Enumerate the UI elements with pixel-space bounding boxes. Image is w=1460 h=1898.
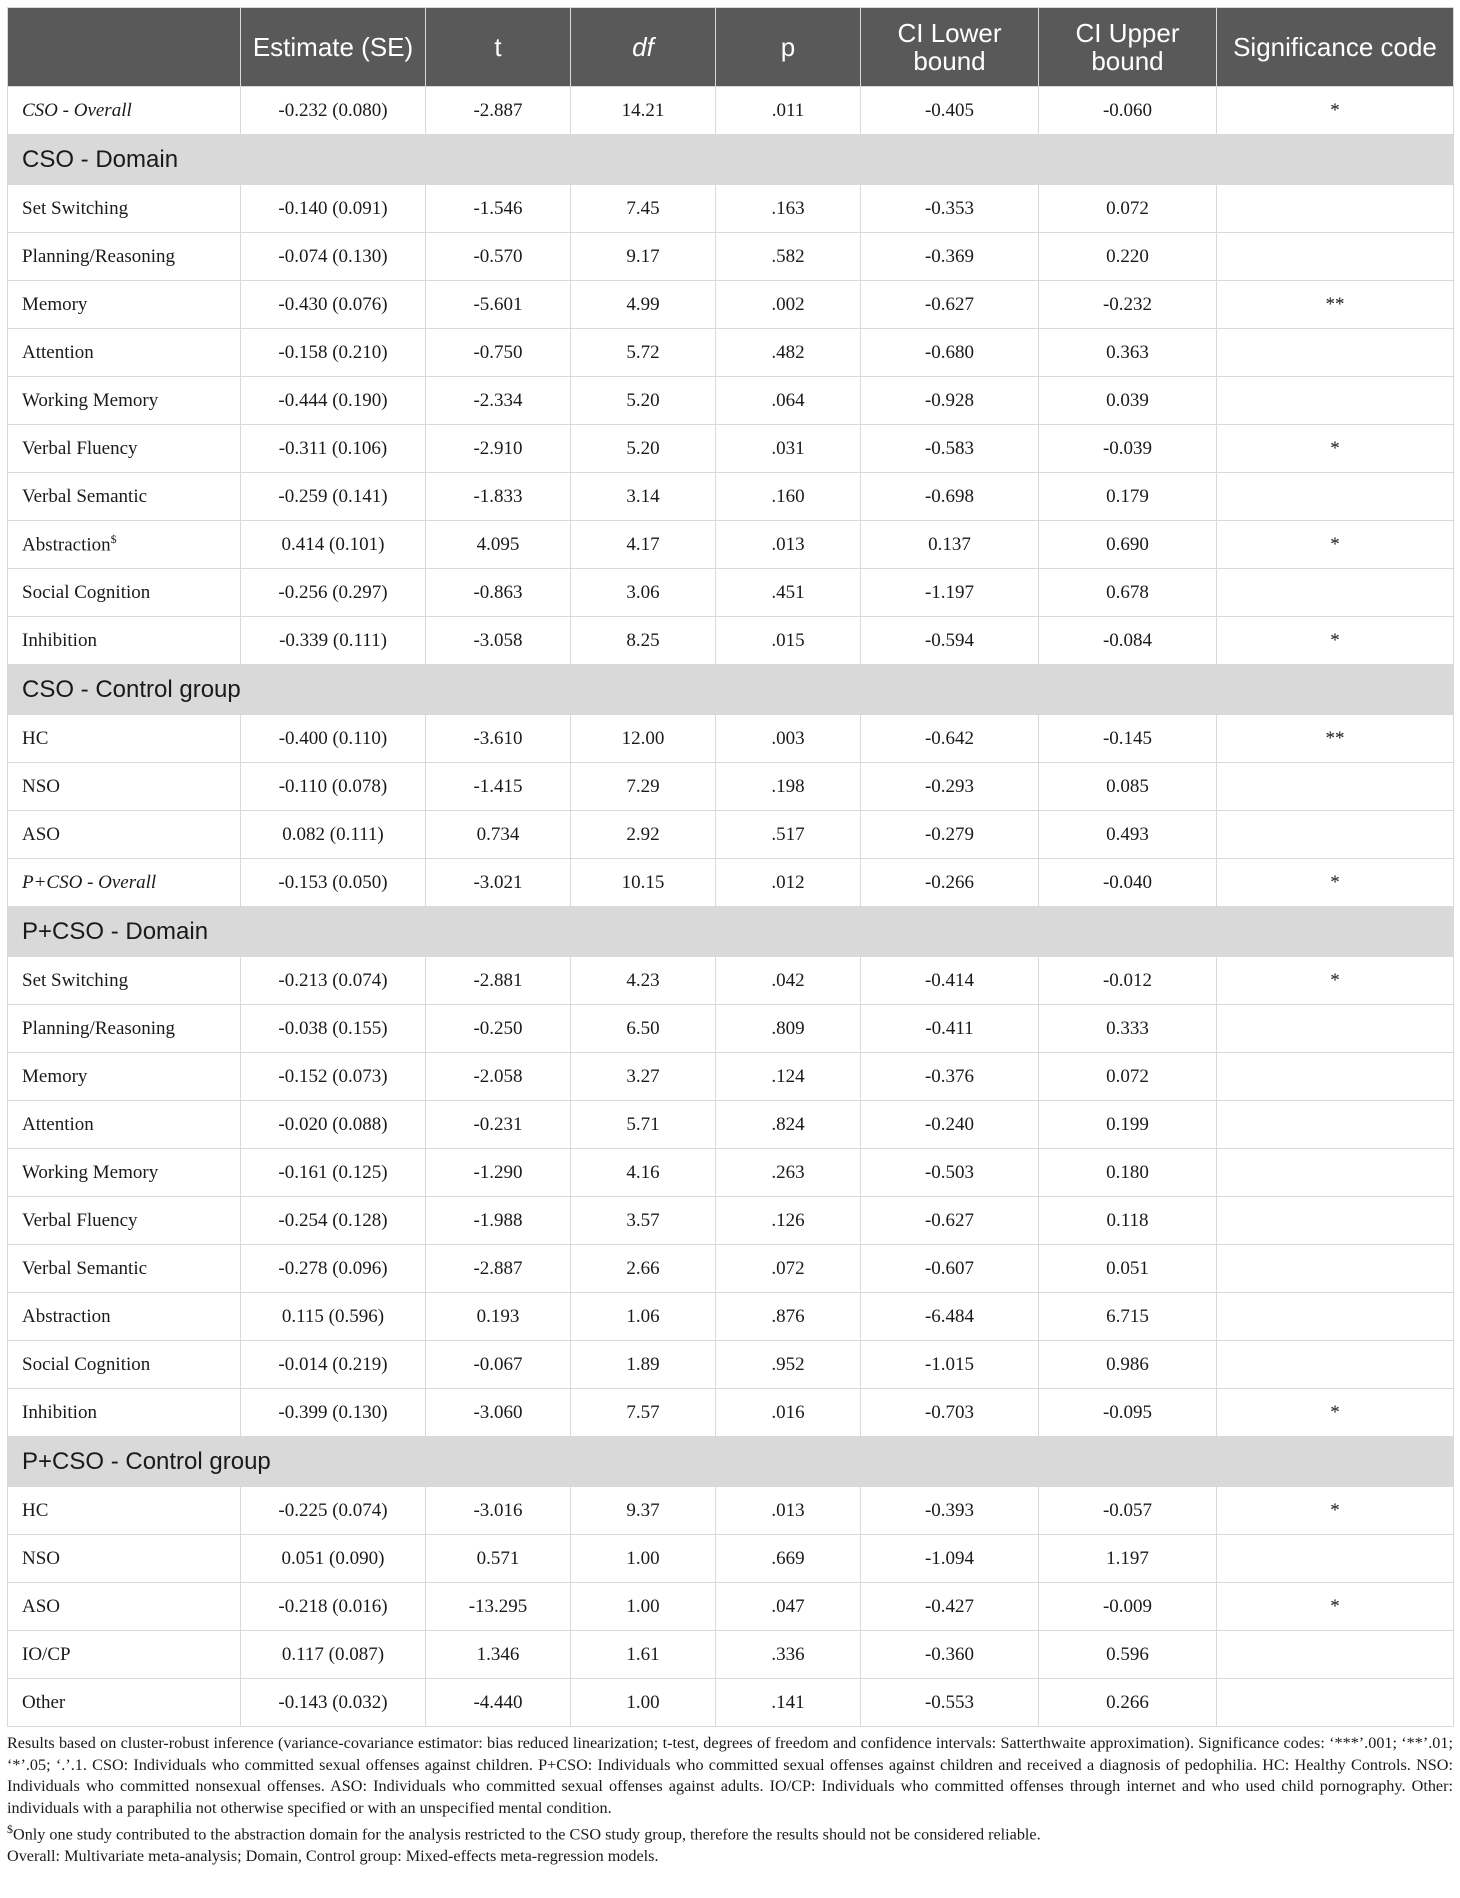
- t-cell: -3.016: [426, 1487, 571, 1535]
- estimate-cell: -0.225 (0.074): [241, 1487, 426, 1535]
- ci-lower-cell: -0.680: [861, 329, 1039, 377]
- t-cell: -1.988: [426, 1197, 571, 1245]
- df-cell: 9.17: [571, 233, 716, 281]
- df-cell: 7.29: [571, 763, 716, 811]
- table-row: [8, 1101, 1454, 1149]
- significance-cell: *: [1217, 425, 1454, 473]
- df-cell: 2.92: [571, 811, 716, 859]
- t-cell: -0.250: [426, 1005, 571, 1053]
- t-cell: -1.415: [426, 763, 571, 811]
- ci-upper-cell: -0.060: [1039, 87, 1217, 135]
- t-cell: -2.334: [426, 377, 571, 425]
- table-row: [8, 1583, 1454, 1631]
- significance-cell: [1217, 1631, 1454, 1679]
- table-row: [8, 377, 1454, 425]
- estimate-cell: -0.444 (0.190): [241, 377, 426, 425]
- overall-row: [8, 859, 1454, 907]
- row-label: Verbal Semantic: [8, 473, 241, 521]
- t-cell: -0.863: [426, 569, 571, 617]
- significance-cell: [1217, 763, 1454, 811]
- estimate-cell: -0.074 (0.130): [241, 233, 426, 281]
- estimate-cell: -0.399 (0.130): [241, 1389, 426, 1437]
- df-cell: 7.45: [571, 185, 716, 233]
- significance-cell: [1217, 1149, 1454, 1197]
- df-cell: 7.57: [571, 1389, 716, 1437]
- t-cell: -3.610: [426, 715, 571, 763]
- ci-lower-cell: -0.642: [861, 715, 1039, 763]
- significance-cell: [1217, 185, 1454, 233]
- estimate-cell: -0.020 (0.088): [241, 1101, 426, 1149]
- significance-cell: *: [1217, 521, 1454, 569]
- ci-upper-cell: -0.039: [1039, 425, 1217, 473]
- row-label: Memory: [8, 1053, 241, 1101]
- ci-upper-cell: -0.145: [1039, 715, 1217, 763]
- table-footnotes: [7, 1733, 1453, 1867]
- df-cell: 14.21: [571, 87, 716, 135]
- table-row: [8, 1389, 1454, 1437]
- p-cell: .126: [716, 1197, 861, 1245]
- row-label: IO/CP: [8, 1631, 241, 1679]
- results-table: [7, 7, 1454, 1727]
- row-label: Abstraction: [8, 1293, 241, 1341]
- p-cell: .824: [716, 1101, 861, 1149]
- ci-upper-cell: -0.009: [1039, 1583, 1217, 1631]
- row-label: ASO: [8, 811, 241, 859]
- ci-upper-cell: -0.040: [1039, 859, 1217, 907]
- df-cell: 12.00: [571, 715, 716, 763]
- significance-cell: *: [1217, 1389, 1454, 1437]
- ci-upper-cell: 0.690: [1039, 521, 1217, 569]
- ci-upper-cell: 1.197: [1039, 1535, 1217, 1583]
- table-row: [8, 1053, 1454, 1101]
- df-cell: 5.71: [571, 1101, 716, 1149]
- df-cell: 4.23: [571, 957, 716, 1005]
- df-cell: 5.20: [571, 377, 716, 425]
- p-cell: .482: [716, 329, 861, 377]
- row-label: P+CSO - Overall: [8, 859, 241, 907]
- table-row: [8, 1197, 1454, 1245]
- ci-upper-cell: 0.596: [1039, 1631, 1217, 1679]
- estimate-cell: -0.218 (0.016): [241, 1583, 426, 1631]
- section-header: P+CSO - Control group: [8, 1437, 1454, 1487]
- significance-cell: *: [1217, 1583, 1454, 1631]
- p-cell: .016: [716, 1389, 861, 1437]
- t-cell: -0.231: [426, 1101, 571, 1149]
- significance-cell: [1217, 1005, 1454, 1053]
- row-label: Other: [8, 1679, 241, 1727]
- ci-upper-cell: 0.986: [1039, 1341, 1217, 1389]
- p-cell: .582: [716, 233, 861, 281]
- ci-lower-cell: -0.928: [861, 377, 1039, 425]
- row-label: CSO - Overall: [8, 87, 241, 135]
- header-row: [8, 8, 1454, 87]
- table-row: [8, 569, 1454, 617]
- ci-lower-cell: -1.197: [861, 569, 1039, 617]
- df-cell: 6.50: [571, 1005, 716, 1053]
- ci-upper-cell: 0.085: [1039, 763, 1217, 811]
- df-cell: 1.00: [571, 1535, 716, 1583]
- estimate-cell: -0.158 (0.210): [241, 329, 426, 377]
- significance-cell: *: [1217, 1487, 1454, 1535]
- p-cell: .064: [716, 377, 861, 425]
- ci-lower-cell: -0.703: [861, 1389, 1039, 1437]
- significance-cell: [1217, 1679, 1454, 1727]
- ci-lower-cell: -0.279: [861, 811, 1039, 859]
- row-label: Abstraction$: [8, 521, 241, 569]
- row-label: Working Memory: [8, 1149, 241, 1197]
- significance-cell: [1217, 1101, 1454, 1149]
- section-header-row: [8, 907, 1454, 957]
- t-cell: -13.295: [426, 1583, 571, 1631]
- df-cell: 1.89: [571, 1341, 716, 1389]
- ci-upper-cell: 0.266: [1039, 1679, 1217, 1727]
- ci-lower-cell: -1.015: [861, 1341, 1039, 1389]
- section-header-row: [8, 1437, 1454, 1487]
- section-header: P+CSO - Domain: [8, 907, 1454, 957]
- t-cell: 0.734: [426, 811, 571, 859]
- estimate-cell: 0.414 (0.101): [241, 521, 426, 569]
- t-cell: -2.887: [426, 1245, 571, 1293]
- table-row: [8, 521, 1454, 569]
- p-cell: .952: [716, 1341, 861, 1389]
- row-label: Working Memory: [8, 377, 241, 425]
- row-label: NSO: [8, 1535, 241, 1583]
- row-label: Inhibition: [8, 617, 241, 665]
- estimate-cell: -0.259 (0.141): [241, 473, 426, 521]
- estimate-cell: -0.153 (0.050): [241, 859, 426, 907]
- ci-lower-cell: -0.293: [861, 763, 1039, 811]
- ci-upper-cell: 0.333: [1039, 1005, 1217, 1053]
- p-cell: .669: [716, 1535, 861, 1583]
- significance-cell: *: [1217, 859, 1454, 907]
- ci-lower-cell: -0.411: [861, 1005, 1039, 1053]
- p-cell: .042: [716, 957, 861, 1005]
- significance-cell: *: [1217, 617, 1454, 665]
- ci-lower-cell: -1.094: [861, 1535, 1039, 1583]
- header-cell-ci-lower: CI Lower bound: [861, 8, 1039, 87]
- ci-upper-cell: 6.715: [1039, 1293, 1217, 1341]
- ci-upper-cell: 0.072: [1039, 1053, 1217, 1101]
- ci-upper-cell: 0.493: [1039, 811, 1217, 859]
- df-cell: 1.00: [571, 1679, 716, 1727]
- ci-upper-cell: 0.039: [1039, 377, 1217, 425]
- df-cell: 8.25: [571, 617, 716, 665]
- t-cell: -0.570: [426, 233, 571, 281]
- t-cell: 0.193: [426, 1293, 571, 1341]
- table-row: [8, 715, 1454, 763]
- estimate-cell: -0.311 (0.106): [241, 425, 426, 473]
- row-label: HC: [8, 1487, 241, 1535]
- estimate-cell: -0.278 (0.096): [241, 1245, 426, 1293]
- significance-cell: [1217, 1245, 1454, 1293]
- significance-cell: **: [1217, 281, 1454, 329]
- ci-lower-cell: -0.369: [861, 233, 1039, 281]
- header-cell-df: df: [571, 8, 716, 87]
- p-cell: .072: [716, 1245, 861, 1293]
- ci-lower-cell: -0.627: [861, 281, 1039, 329]
- df-cell: 5.20: [571, 425, 716, 473]
- footnote-models: Overall: Multivariate meta-analysis; Domain, Control group: Mixed-effects meta-regression models.: [7, 1846, 659, 1865]
- row-label: Planning/Reasoning: [8, 1005, 241, 1053]
- ci-lower-cell: -0.405: [861, 87, 1039, 135]
- significance-cell: [1217, 1341, 1454, 1389]
- table-row: [8, 1245, 1454, 1293]
- p-cell: .336: [716, 1631, 861, 1679]
- ci-upper-cell: -0.057: [1039, 1487, 1217, 1535]
- df-cell: 9.37: [571, 1487, 716, 1535]
- ci-lower-cell: -0.393: [861, 1487, 1039, 1535]
- overall-row: [8, 87, 1454, 135]
- p-cell: .163: [716, 185, 861, 233]
- row-label: Verbal Fluency: [8, 425, 241, 473]
- row-label: Verbal Fluency: [8, 1197, 241, 1245]
- df-cell: 1.61: [571, 1631, 716, 1679]
- row-label: Verbal Semantic: [8, 1245, 241, 1293]
- ci-upper-cell: 0.180: [1039, 1149, 1217, 1197]
- t-cell: 0.571: [426, 1535, 571, 1583]
- ci-upper-cell: -0.012: [1039, 957, 1217, 1005]
- p-cell: .013: [716, 1487, 861, 1535]
- estimate-cell: 0.082 (0.111): [241, 811, 426, 859]
- row-label: Inhibition: [8, 1389, 241, 1437]
- t-cell: -2.910: [426, 425, 571, 473]
- footnote-symbol: $: [7, 1822, 13, 1836]
- ci-lower-cell: 0.137: [861, 521, 1039, 569]
- t-cell: -0.750: [426, 329, 571, 377]
- p-cell: .198: [716, 763, 861, 811]
- estimate-cell: -0.339 (0.111): [241, 617, 426, 665]
- row-label: Set Switching: [8, 957, 241, 1005]
- header-cell-significance: Significance code: [1217, 8, 1454, 87]
- ci-upper-cell: 0.179: [1039, 473, 1217, 521]
- section-header-row: [8, 135, 1454, 185]
- ci-lower-cell: -0.503: [861, 1149, 1039, 1197]
- df-cell: 4.17: [571, 521, 716, 569]
- ci-lower-cell: -6.484: [861, 1293, 1039, 1341]
- section-header: CSO - Control group: [8, 665, 1454, 715]
- row-label: Attention: [8, 329, 241, 377]
- ci-lower-cell: -0.376: [861, 1053, 1039, 1101]
- table-row: [8, 1293, 1454, 1341]
- significance-cell: [1217, 1053, 1454, 1101]
- ci-upper-cell: 0.363: [1039, 329, 1217, 377]
- table-row: [8, 281, 1454, 329]
- significance-cell: [1217, 811, 1454, 859]
- p-cell: .124: [716, 1053, 861, 1101]
- table-row: [8, 1535, 1454, 1583]
- estimate-cell: -0.430 (0.076): [241, 281, 426, 329]
- table-row: [8, 617, 1454, 665]
- p-cell: .517: [716, 811, 861, 859]
- row-label: HC: [8, 715, 241, 763]
- t-cell: -1.290: [426, 1149, 571, 1197]
- ci-lower-cell: -0.607: [861, 1245, 1039, 1293]
- ci-lower-cell: -0.240: [861, 1101, 1039, 1149]
- footnote-marker: $: [110, 532, 117, 547]
- significance-cell: **: [1217, 715, 1454, 763]
- header-cell-t: t: [426, 8, 571, 87]
- t-cell: -1.546: [426, 185, 571, 233]
- ci-lower-cell: -0.360: [861, 1631, 1039, 1679]
- t-cell: -2.887: [426, 87, 571, 135]
- significance-cell: [1217, 377, 1454, 425]
- t-cell: -1.833: [426, 473, 571, 521]
- p-cell: .160: [716, 473, 861, 521]
- ci-upper-cell: 0.199: [1039, 1101, 1217, 1149]
- estimate-cell: -0.232 (0.080): [241, 87, 426, 135]
- results-table-container: [7, 7, 1453, 1867]
- header-cell-p: p: [716, 8, 861, 87]
- table-row: [8, 1487, 1454, 1535]
- estimate-cell: -0.143 (0.032): [241, 1679, 426, 1727]
- estimate-cell: -0.161 (0.125): [241, 1149, 426, 1197]
- table-body: [8, 87, 1454, 1727]
- table-row: [8, 329, 1454, 377]
- footnote-abstraction: $Only one study contributed to the abstraction domain for the analysis restricted to the CSO study group, therefore the results should not be considered reliable.: [7, 1822, 1041, 1844]
- table-row: [8, 1341, 1454, 1389]
- p-cell: .451: [716, 569, 861, 617]
- significance-cell: [1217, 233, 1454, 281]
- t-cell: 1.346: [426, 1631, 571, 1679]
- t-cell: 4.095: [426, 521, 571, 569]
- estimate-cell: -0.254 (0.128): [241, 1197, 426, 1245]
- ci-lower-cell: -0.627: [861, 1197, 1039, 1245]
- t-cell: -3.058: [426, 617, 571, 665]
- df-cell: 1.00: [571, 1583, 716, 1631]
- df-cell: 3.57: [571, 1197, 716, 1245]
- ci-upper-cell: 0.051: [1039, 1245, 1217, 1293]
- p-cell: .013: [716, 521, 861, 569]
- p-cell: .011: [716, 87, 861, 135]
- df-cell: 3.14: [571, 473, 716, 521]
- row-label: Planning/Reasoning: [8, 233, 241, 281]
- ci-lower-cell: -0.266: [861, 859, 1039, 907]
- ci-lower-cell: -0.553: [861, 1679, 1039, 1727]
- estimate-cell: -0.140 (0.091): [241, 185, 426, 233]
- estimate-cell: 0.051 (0.090): [241, 1535, 426, 1583]
- estimate-cell: -0.152 (0.073): [241, 1053, 426, 1101]
- estimate-cell: -0.256 (0.297): [241, 569, 426, 617]
- table-row: [8, 1005, 1454, 1053]
- table-row: [8, 1149, 1454, 1197]
- row-label: Memory: [8, 281, 241, 329]
- significance-cell: [1217, 569, 1454, 617]
- significance-cell: *: [1217, 87, 1454, 135]
- p-cell: .141: [716, 1679, 861, 1727]
- p-cell: .003: [716, 715, 861, 763]
- ci-upper-cell: -0.095: [1039, 1389, 1217, 1437]
- table-row: [8, 1631, 1454, 1679]
- table-row: [8, 957, 1454, 1005]
- t-cell: -4.440: [426, 1679, 571, 1727]
- t-cell: -2.058: [426, 1053, 571, 1101]
- ci-lower-cell: -0.414: [861, 957, 1039, 1005]
- estimate-cell: -0.014 (0.219): [241, 1341, 426, 1389]
- p-cell: .809: [716, 1005, 861, 1053]
- df-cell: 2.66: [571, 1245, 716, 1293]
- row-label: ASO: [8, 1583, 241, 1631]
- estimate-cell: -0.110 (0.078): [241, 763, 426, 811]
- p-cell: .263: [716, 1149, 861, 1197]
- df-cell: 4.99: [571, 281, 716, 329]
- footnote-general: Results based on cluster-robust inference (variance-covariance estimator: bias reduced linearization; t-test, degrees of freedom and confidence intervals: Satterthwaite approximation). Significance codes: ‘***’.001; ‘**’.01; ‘*’.05; ‘.’.1. CSO: Individuals who committed sexual offenses against children. P+CSO: Individuals who committed sexual offenses against children and received a diagnosis of pedophilia. HC: Healthy Controls. NSO: Individuals who committed nonsexual offenses. ASO: Individuals who committed sexual offenses against adults. IO/CP: Individuals who committed offenses through internet and who used child pornography. Other: individuals with a paraphilia not otherwise specified or with an unspecified mental condition.: [7, 1734, 1453, 1817]
- ci-upper-cell: 0.072: [1039, 185, 1217, 233]
- t-cell: -3.021: [426, 859, 571, 907]
- header-cell-ci-upper: CI Upper bound: [1039, 8, 1217, 87]
- t-cell: -0.067: [426, 1341, 571, 1389]
- table-row: [8, 185, 1454, 233]
- ci-lower-cell: -0.583: [861, 425, 1039, 473]
- significance-cell: *: [1217, 957, 1454, 1005]
- table-row: [8, 763, 1454, 811]
- df-cell: 3.06: [571, 569, 716, 617]
- t-cell: -5.601: [426, 281, 571, 329]
- estimate-cell: -0.038 (0.155): [241, 1005, 426, 1053]
- estimate-cell: 0.117 (0.087): [241, 1631, 426, 1679]
- df-cell: 4.16: [571, 1149, 716, 1197]
- table-row: [8, 1679, 1454, 1727]
- df-cell: 10.15: [571, 859, 716, 907]
- header-cell-estimate: Estimate (SE): [241, 8, 426, 87]
- ci-upper-cell: 0.118: [1039, 1197, 1217, 1245]
- significance-cell: [1217, 1197, 1454, 1245]
- t-cell: -2.881: [426, 957, 571, 1005]
- ci-lower-cell: -0.698: [861, 473, 1039, 521]
- t-cell: -3.060: [426, 1389, 571, 1437]
- significance-cell: [1217, 473, 1454, 521]
- p-cell: .047: [716, 1583, 861, 1631]
- table-row: [8, 233, 1454, 281]
- p-cell: .031: [716, 425, 861, 473]
- row-label: Social Cognition: [8, 569, 241, 617]
- estimate-cell: 0.115 (0.596): [241, 1293, 426, 1341]
- p-cell: .002: [716, 281, 861, 329]
- section-header-row: [8, 665, 1454, 715]
- row-label: NSO: [8, 763, 241, 811]
- p-cell: .876: [716, 1293, 861, 1341]
- ci-lower-cell: -0.353: [861, 185, 1039, 233]
- estimate-cell: -0.213 (0.074): [241, 957, 426, 1005]
- ci-upper-cell: 0.220: [1039, 233, 1217, 281]
- row-label: Social Cognition: [8, 1341, 241, 1389]
- df-cell: 1.06: [571, 1293, 716, 1341]
- significance-cell: [1217, 1293, 1454, 1341]
- ci-lower-cell: -0.427: [861, 1583, 1039, 1631]
- table-row: [8, 811, 1454, 859]
- table-row: [8, 425, 1454, 473]
- p-cell: .012: [716, 859, 861, 907]
- ci-upper-cell: -0.084: [1039, 617, 1217, 665]
- section-header: CSO - Domain: [8, 135, 1454, 185]
- significance-cell: [1217, 329, 1454, 377]
- significance-cell: [1217, 1535, 1454, 1583]
- row-label: Set Switching: [8, 185, 241, 233]
- p-cell: .015: [716, 617, 861, 665]
- df-cell: 3.27: [571, 1053, 716, 1101]
- ci-upper-cell: 0.678: [1039, 569, 1217, 617]
- df-cell: 5.72: [571, 329, 716, 377]
- estimate-cell: -0.400 (0.110): [241, 715, 426, 763]
- ci-lower-cell: -0.594: [861, 617, 1039, 665]
- table-row: [8, 473, 1454, 521]
- header-cell-label: [8, 8, 241, 87]
- row-label: Attention: [8, 1101, 241, 1149]
- ci-upper-cell: -0.232: [1039, 281, 1217, 329]
